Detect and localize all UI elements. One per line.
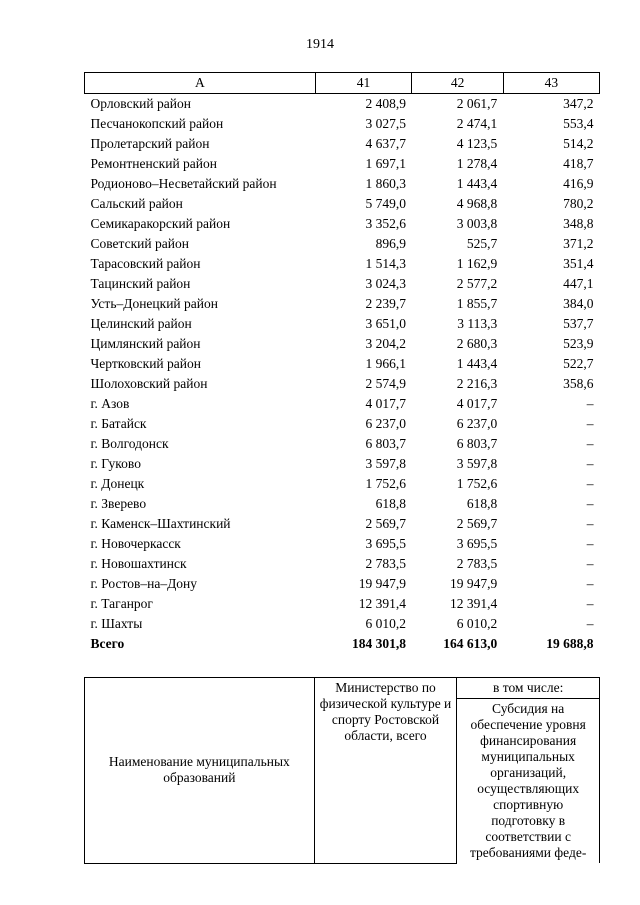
municipality-name: г. Батайск [90, 416, 147, 431]
municipality-name: Песчанокопский район [90, 116, 224, 131]
value-col-41: 1 966,1 [365, 356, 406, 371]
budget-table [84, 72, 600, 654]
municipality-name: г. Азов [90, 396, 130, 411]
table-row [85, 414, 600, 434]
municipality-name: Ремонтненский район [90, 156, 217, 171]
municipality-name: г. Новочеркасск [90, 536, 181, 551]
municipality-name: Тацинский район [90, 276, 191, 291]
value-col-41: 6 010,2 [365, 616, 406, 631]
value-col-42: 4 017,7 [456, 396, 498, 411]
value-col-42: 1 278,4 [456, 156, 498, 171]
value-col-41: 184 301,8 [351, 636, 406, 651]
value-col-42: 1 443,4 [456, 356, 498, 371]
ministry-total-header: Министерство по физической культуре и спорту Ростовской области, всего [314, 678, 457, 864]
municipality-name: Шолоховский район [90, 376, 208, 391]
value-col-41: 12 391,4 [358, 596, 406, 611]
value-col-42: 2 474,1 [456, 116, 498, 131]
value-col-42: 1 855,7 [456, 296, 498, 311]
value-col-41: 4 637,7 [365, 136, 406, 151]
value-col-42: 1 162,9 [456, 256, 498, 271]
table-row [85, 514, 600, 534]
value-col-41: 618,8 [375, 496, 406, 511]
value-col-41: 5 749,0 [365, 196, 406, 211]
header-col-a: А [85, 73, 316, 94]
value-col-43: 447,1 [563, 276, 594, 291]
table-row [85, 214, 600, 234]
value-col-42: 1 752,6 [456, 476, 498, 491]
table-row [85, 614, 600, 634]
value-col-42: 2 569,7 [456, 516, 498, 531]
municipality-name: Родионово–Несветайский район [90, 176, 277, 191]
value-col-41: 2 408,9 [365, 96, 406, 111]
table-row [85, 494, 600, 514]
municipality-name: г. Каменск–Шахтинский [90, 516, 231, 531]
table-row [85, 574, 600, 594]
municipality-name: Чертковский район [90, 356, 201, 371]
value-col-42: 525,7 [466, 236, 498, 251]
value-col-42: 2 783,5 [456, 556, 498, 571]
header-col-41: 41 [315, 73, 412, 94]
municipality-name: Сальский район [90, 196, 183, 211]
value-col-43: 348,8 [563, 216, 594, 231]
municipality-name: Цимлянский район [90, 336, 201, 351]
value-col-43: 780,2 [563, 196, 594, 211]
value-col-41: 3 695,5 [365, 536, 406, 551]
municipality-name-header: Наименование муниципальных образований [85, 678, 315, 864]
value-col-42: 2 680,3 [456, 336, 498, 351]
value-col-43: – [586, 456, 594, 471]
table-row [85, 94, 600, 115]
value-col-42: 3 695,5 [456, 536, 498, 551]
table-row [85, 194, 600, 214]
value-col-43: 371,2 [563, 236, 594, 251]
table-row [85, 554, 600, 574]
value-col-43: 523,9 [563, 336, 594, 351]
table-row [85, 134, 600, 154]
municipality-name: Тарасовский район [90, 256, 201, 271]
table-row [85, 454, 600, 474]
value-col-43: – [586, 576, 594, 591]
value-col-43: 347,2 [563, 96, 594, 111]
municipality-name: г. Ростов–на–Дону [90, 576, 198, 591]
value-col-43: – [586, 476, 594, 491]
municipality-name: Орловский район [90, 96, 191, 111]
value-col-43: 416,9 [563, 176, 594, 191]
municipality-name: Всего [90, 636, 125, 651]
table-row [85, 254, 600, 274]
value-col-41: 19 947,9 [358, 576, 406, 591]
value-col-42: 12 391,4 [449, 596, 498, 611]
table-row [85, 274, 600, 294]
value-col-43: 384,0 [563, 296, 594, 311]
value-col-42: 6 010,2 [456, 616, 498, 631]
including-header: в том числе: [457, 678, 600, 699]
value-col-41: 6 237,0 [365, 416, 406, 431]
table-row [85, 474, 600, 494]
value-col-43: 514,2 [563, 136, 594, 151]
value-col-41: 3 597,8 [365, 456, 406, 471]
municipality-name: г. Новошахтинск [90, 556, 187, 571]
value-col-43: 537,7 [563, 316, 594, 331]
next-table-header [84, 677, 600, 864]
value-col-43: – [586, 516, 594, 531]
value-col-42: 1 443,4 [456, 176, 498, 191]
value-col-41: 2 569,7 [365, 516, 406, 531]
value-col-41: 2 239,7 [365, 296, 406, 311]
municipality-name: г. Зверево [90, 496, 147, 511]
table-row [85, 174, 600, 194]
table-row [85, 534, 600, 554]
value-col-43: – [586, 396, 594, 411]
value-col-43: 19 688,8 [546, 636, 594, 651]
value-col-42: 3 113,3 [457, 316, 498, 331]
value-col-41: 1 752,6 [365, 476, 406, 491]
value-col-42: 6 803,7 [456, 436, 498, 451]
value-col-41: 1 860,3 [365, 176, 406, 191]
value-col-42: 6 237,0 [456, 416, 498, 431]
value-col-41: 3 024,3 [365, 276, 406, 291]
table-row [85, 434, 600, 454]
value-col-43: 522,7 [563, 356, 594, 371]
value-col-43: – [586, 436, 594, 451]
municipality-name: Усть–Донецкий район [90, 296, 218, 311]
municipality-name: Пролетарский район [90, 136, 210, 151]
value-col-41: 3 204,2 [365, 336, 406, 351]
value-col-41: 1 697,1 [365, 156, 406, 171]
table-row [85, 114, 600, 134]
municipality-name: Советский район [90, 236, 189, 251]
value-col-41: 6 803,7 [365, 436, 406, 451]
header-col-43: 43 [503, 73, 599, 94]
value-col-42: 19 947,9 [449, 576, 498, 591]
page-number: 1914 [306, 37, 334, 52]
value-col-42: 2 216,3 [456, 376, 498, 391]
value-col-41: 3 352,6 [365, 216, 406, 231]
value-col-41: 4 017,7 [365, 396, 406, 411]
table-row [85, 594, 600, 614]
value-col-43: – [586, 616, 594, 631]
total-row [85, 634, 600, 654]
municipality-name: г. Шахты [90, 616, 143, 631]
value-col-42: 618,8 [466, 496, 498, 511]
value-col-41: 2 574,9 [365, 376, 406, 391]
table-row [85, 394, 600, 414]
table-header-row [85, 73, 600, 94]
value-col-43: 553,4 [563, 116, 594, 131]
table-row [85, 234, 600, 254]
value-col-41: 896,9 [375, 236, 406, 251]
value-col-43: 418,7 [563, 156, 594, 171]
value-col-42: 3 003,8 [456, 216, 498, 231]
value-col-43: 351,4 [563, 256, 594, 271]
value-col-43: 358,6 [563, 376, 594, 391]
value-col-42: 3 597,8 [456, 456, 498, 471]
value-col-42: 2 061,7 [456, 96, 498, 111]
value-col-43: – [586, 556, 594, 571]
table-body [85, 94, 600, 655]
value-col-41: 3 651,0 [365, 316, 406, 331]
value-col-42: 164 613,0 [443, 636, 498, 651]
value-col-43: – [586, 496, 594, 511]
table-row [85, 354, 600, 374]
value-col-42: 4 123,5 [456, 136, 498, 151]
subsidy-header: Субсидия на обеспечение уровня финансирования муниципальных организаций, осуществляющих спортивную подготовку в соответствии с требованиями феде- [457, 699, 600, 864]
table-row [85, 154, 600, 174]
value-col-42: 4 968,8 [456, 196, 498, 211]
municipality-name: Семикаракорский район [90, 216, 231, 231]
table-row [85, 294, 600, 314]
value-col-43: – [586, 596, 594, 611]
value-col-43: – [586, 536, 594, 551]
value-col-41: 1 514,3 [365, 256, 406, 271]
table-row [85, 374, 600, 394]
municipality-name: г. Донецк [90, 476, 145, 491]
value-col-41: 3 027,5 [365, 116, 406, 131]
table-row [85, 334, 600, 354]
table-row [85, 314, 600, 334]
value-col-42: 2 577,2 [456, 276, 498, 291]
value-col-41: 2 783,5 [365, 556, 406, 571]
municipality-name: Целинский район [90, 316, 192, 331]
value-col-43: – [586, 416, 594, 431]
municipality-name: г. Гуково [90, 456, 141, 471]
header-col-42: 42 [412, 73, 503, 94]
municipality-name: г. Таганрог [90, 596, 153, 611]
municipality-name: г. Волгодонск [90, 436, 169, 451]
